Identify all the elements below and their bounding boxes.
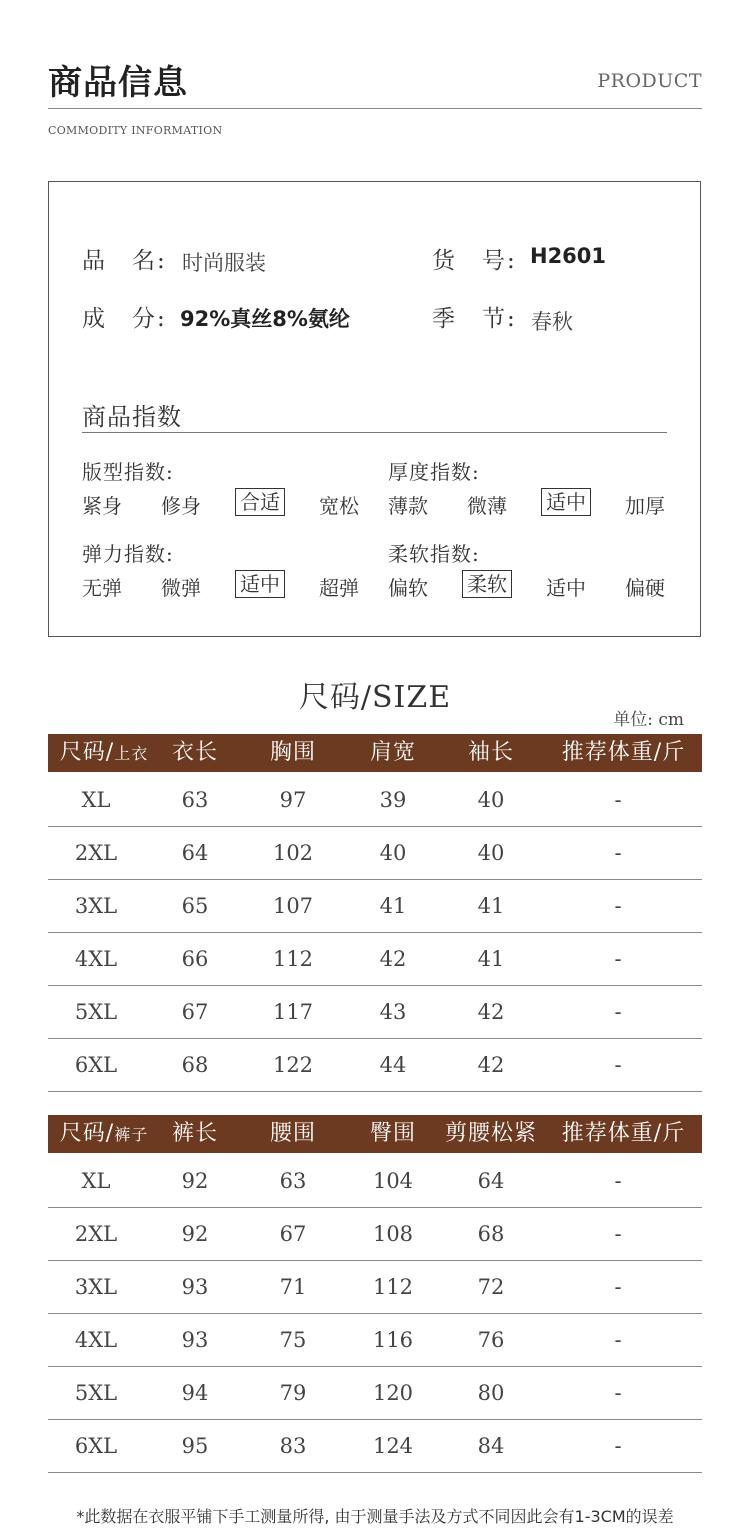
header-col: 推荐体重/斤 (561, 740, 686, 765)
header-size-label: 尺码/ (59, 1121, 115, 1146)
header-col: 衣长 (171, 740, 218, 765)
row-divider (48, 1260, 702, 1261)
table-cell: 116 (372, 1328, 414, 1352)
thickness-option: 加厚 (625, 494, 665, 518)
table-cell: 124 (372, 1434, 414, 1458)
table-cell: 68 (477, 1222, 505, 1246)
table-cell: 93 (181, 1328, 209, 1352)
name-value: 时尚服装 (182, 251, 266, 275)
size-cell: 5XL (74, 1000, 118, 1024)
header-size-cell (48, 1115, 160, 1153)
size-cell: 5XL (74, 1381, 118, 1405)
row-divider (48, 1038, 702, 1039)
table-cell: 63 (279, 1169, 307, 1193)
table-cell: 83 (279, 1434, 307, 1458)
table-cell: 80 (477, 1381, 505, 1405)
table-cell: 41 (477, 894, 505, 918)
fit-option-selected: 合适 (235, 488, 285, 516)
row-divider (48, 1366, 702, 1367)
table-cell: 75 (279, 1328, 307, 1352)
table-cell: 72 (477, 1275, 505, 1299)
season-label: 季 节: (432, 306, 517, 332)
table-cell: 63 (181, 788, 209, 812)
code-value: H2601 (530, 244, 607, 268)
table-cell: 64 (181, 841, 209, 865)
table-cell: 84 (477, 1434, 505, 1458)
table-cell: - (614, 1328, 622, 1352)
table-cell: 92 (181, 1222, 209, 1246)
table-cell: 67 (181, 1000, 209, 1024)
elasticity-option-selected: 适中 (235, 570, 285, 598)
table-cell: 40 (477, 788, 505, 812)
table-cell: 44 (379, 1053, 407, 1077)
table-cell: 41 (379, 894, 407, 918)
table-cell: - (614, 1434, 622, 1458)
header-type-label: 裤子 (114, 1125, 149, 1144)
table-cell: 39 (379, 788, 407, 812)
pants-table-header (48, 1115, 702, 1153)
table-cell: 65 (181, 894, 209, 918)
header-col: 臀围 (369, 1121, 416, 1146)
table-cell: 40 (477, 841, 505, 865)
page-title: 商品信息 (48, 63, 188, 103)
table-cell: 76 (477, 1328, 505, 1352)
table-cell: - (614, 1169, 622, 1193)
table-cell: 120 (372, 1381, 414, 1405)
table-cell: - (614, 947, 622, 971)
table-cell: 93 (181, 1275, 209, 1299)
top-table-header (48, 734, 702, 772)
row-divider (48, 932, 702, 933)
thickness-option: 微薄 (467, 494, 507, 518)
table-cell: 42 (477, 1000, 505, 1024)
table-cell: - (614, 841, 622, 865)
row-divider (48, 879, 702, 880)
size-cell: 3XL (74, 1275, 118, 1299)
table-cell: 97 (279, 788, 307, 812)
size-cell: 3XL (74, 894, 118, 918)
size-cell: 4XL (74, 1328, 118, 1352)
thickness-index-label: 厚度指数: (388, 460, 480, 484)
header-col: 剪腰松紧 (444, 1121, 537, 1146)
table-cell: 71 (279, 1275, 307, 1299)
row-divider (48, 1419, 702, 1420)
thickness-option-selected: 适中 (541, 488, 591, 516)
table-cell: 66 (181, 947, 209, 971)
fit-option: 宽松 (319, 494, 359, 518)
size-cell: XL (81, 1169, 111, 1193)
elasticity-index-label: 弹力指数: (82, 542, 174, 566)
table-cell: 122 (272, 1053, 314, 1077)
size-cell: 6XL (74, 1053, 118, 1077)
header-col: 胸围 (269, 740, 316, 765)
header-col: 裤长 (171, 1121, 218, 1146)
header-size-cell (48, 734, 160, 772)
season-value: 春秋 (531, 310, 573, 334)
size-cell: 6XL (74, 1434, 118, 1458)
table-cell: 117 (272, 1000, 314, 1024)
softness-option-selected: 柔软 (462, 570, 512, 598)
table-cell: 41 (477, 947, 505, 971)
row-divider (48, 1207, 702, 1208)
size-cell: 2XL (74, 841, 118, 865)
softness-option: 偏软 (388, 576, 428, 600)
table-cell: 95 (181, 1434, 209, 1458)
fit-option: 紧身 (82, 494, 122, 518)
size-cell: 2XL (74, 1222, 118, 1246)
fit-option: 修身 (161, 494, 201, 518)
material-value: 92%真丝8%氨纶 (180, 307, 350, 331)
table-cell: 79 (279, 1381, 307, 1405)
table-cell: - (614, 1275, 622, 1299)
code-label: 货 号: (432, 248, 517, 274)
table-cell: 108 (372, 1222, 414, 1246)
name-label: 品 名: (82, 248, 167, 274)
row-divider (48, 1091, 702, 1092)
row-divider (48, 826, 702, 827)
table-cell: 42 (379, 947, 407, 971)
header-col: 肩宽 (369, 740, 416, 765)
table-cell: 40 (379, 841, 407, 865)
header-type-label: 上衣 (114, 744, 149, 763)
index-divider (82, 432, 667, 433)
table-cell: - (614, 894, 622, 918)
table-cell: 104 (372, 1169, 414, 1193)
elasticity-option: 微弹 (161, 576, 201, 600)
header-col: 推荐体重/斤 (561, 1121, 686, 1146)
material-label: 成 分: (82, 306, 167, 332)
size-cell: XL (81, 788, 111, 812)
table-cell: 107 (272, 894, 314, 918)
softness-index-label: 柔软指数: (388, 542, 480, 566)
table-cell: 112 (272, 947, 314, 971)
table-cell: 94 (181, 1381, 209, 1405)
thickness-option: 薄款 (388, 494, 428, 518)
page-subtitle: COMMODITY INFORMATION (48, 124, 223, 137)
fit-index-label: 版型指数: (82, 460, 174, 484)
table-cell: - (614, 1381, 622, 1405)
unit-label: 单位: cm (613, 710, 684, 730)
table-cell: - (614, 1053, 622, 1077)
row-divider (48, 1313, 702, 1314)
header-col: 袖长 (467, 740, 514, 765)
table-cell: 92 (181, 1169, 209, 1193)
table-cell: 112 (372, 1275, 414, 1299)
elasticity-option: 无弹 (82, 576, 122, 600)
table-cell: 43 (379, 1000, 407, 1024)
row-divider (48, 1472, 702, 1473)
row-divider (48, 985, 702, 986)
header-col: 腰围 (269, 1121, 316, 1146)
table-cell: 42 (477, 1053, 505, 1077)
softness-option: 适中 (546, 576, 586, 600)
table-cell: - (614, 788, 622, 812)
table-cell: - (614, 1222, 622, 1246)
table-cell: 68 (181, 1053, 209, 1077)
table-cell: 67 (279, 1222, 307, 1246)
product-label: PRODUCT (597, 70, 702, 92)
table-cell: 64 (477, 1169, 505, 1193)
table-cell: - (614, 1000, 622, 1024)
size-cell: 4XL (74, 947, 118, 971)
table-cell: 102 (272, 841, 314, 865)
index-title: 商品指数 (82, 403, 182, 431)
header-divider (48, 108, 702, 109)
softness-option: 偏硬 (625, 576, 665, 600)
size-title: 尺码/SIZE (298, 680, 452, 715)
footnote: *此数据在衣服平铺下手工测量所得, 由于测量手法及方式不同因此会有1-3CM的误差 (76, 1507, 674, 1526)
elasticity-option: 超弹 (319, 576, 359, 600)
header-size-label: 尺码/ (59, 740, 115, 765)
